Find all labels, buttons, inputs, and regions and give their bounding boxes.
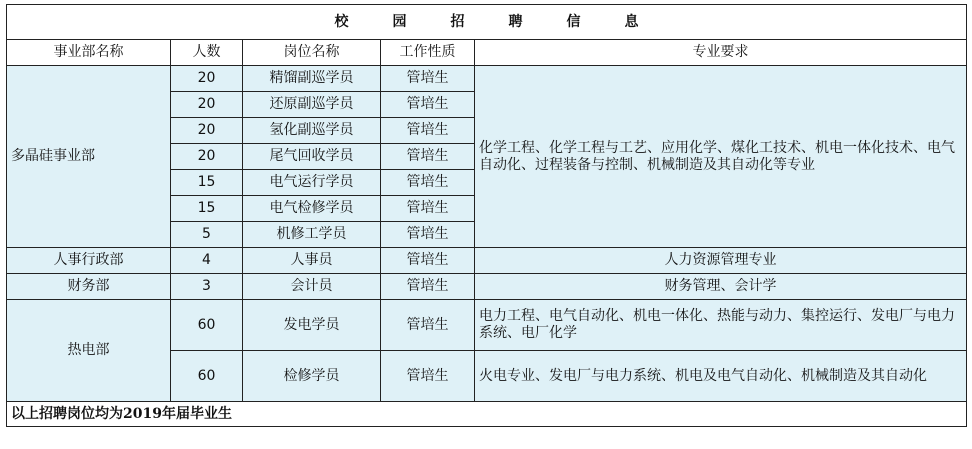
count-cell: 3 — [171, 274, 243, 300]
title-char: 息 — [624, 13, 639, 30]
position-cell: 会计员 — [243, 274, 381, 300]
header-count: 人数 — [171, 40, 243, 66]
count-cell: 5 — [171, 222, 243, 248]
position-cell: 发电学员 — [243, 300, 381, 351]
major-cell: 人力资源管理专业 — [475, 248, 967, 274]
nature-cell: 管培生 — [381, 351, 475, 402]
major-cell: 电力工程、电气自动化、机电一体化、热能与动力、集控运行、发电厂与电力系统、电厂化学 — [475, 300, 967, 351]
position-cell: 精馏副巡学员 — [243, 66, 381, 92]
major-cell: 火电专业、发电厂与电力系统、机电及电气自动化、机械制造及其自动化 — [475, 351, 967, 402]
position-cell: 人事员 — [243, 248, 381, 274]
major-cell: 化学工程、化学工程与工艺、应用化学、煤化工技术、机电一体化技术、电气自动化、过程装备与控制、机械制造及其自动化等专业 — [475, 66, 967, 248]
recruitment-table — [6, 4, 967, 427]
department-cell: 热电部 — [7, 300, 171, 402]
nature-cell: 管培生 — [381, 196, 475, 222]
count-cell: 60 — [171, 300, 243, 351]
header-row — [7, 40, 967, 66]
major-cell: 财务管理、会计学 — [475, 274, 967, 300]
nature-cell: 管培生 — [381, 170, 475, 196]
position-cell: 氢化副巡学员 — [243, 118, 381, 144]
title-char: 信 — [566, 13, 581, 30]
nature-cell: 管培生 — [381, 66, 475, 92]
count-cell: 15 — [171, 170, 243, 196]
position-cell: 检修学员 — [243, 351, 381, 402]
count-cell: 4 — [171, 248, 243, 274]
position-cell: 机修工学员 — [243, 222, 381, 248]
title-char: 校 — [334, 13, 349, 30]
position-cell: 电气运行学员 — [243, 170, 381, 196]
title-char: 聘 — [508, 13, 523, 30]
title-char: 园 — [392, 13, 407, 30]
footer-note: 以上招聘岗位均为2019年届毕业生 — [7, 402, 967, 427]
title-char: 招 — [450, 13, 465, 30]
count-cell: 60 — [171, 351, 243, 402]
nature-cell: 管培生 — [381, 274, 475, 300]
table-row — [7, 248, 967, 274]
count-cell: 15 — [171, 196, 243, 222]
nature-cell: 管培生 — [381, 222, 475, 248]
page-title — [7, 5, 967, 40]
department-cell: 多晶硅事业部 — [7, 66, 171, 248]
count-cell: 20 — [171, 66, 243, 92]
position-cell: 还原副巡学员 — [243, 92, 381, 118]
table-row — [7, 300, 967, 351]
count-cell: 20 — [171, 92, 243, 118]
table-row — [7, 66, 967, 92]
position-cell: 尾气回收学员 — [243, 144, 381, 170]
nature-cell: 管培生 — [381, 144, 475, 170]
department-cell: 人事行政部 — [7, 248, 171, 274]
department-cell: 财务部 — [7, 274, 171, 300]
nature-cell: 管培生 — [381, 300, 475, 351]
nature-cell: 管培生 — [381, 248, 475, 274]
count-cell: 20 — [171, 118, 243, 144]
header-position: 岗位名称 — [243, 40, 381, 66]
table-row — [7, 274, 967, 300]
header-department: 事业部名称 — [7, 40, 171, 66]
position-cell: 电气检修学员 — [243, 196, 381, 222]
header-nature: 工作性质 — [381, 40, 475, 66]
nature-cell: 管培生 — [381, 118, 475, 144]
count-cell: 20 — [171, 144, 243, 170]
nature-cell: 管培生 — [381, 92, 475, 118]
header-major: 专业要求 — [475, 40, 967, 66]
